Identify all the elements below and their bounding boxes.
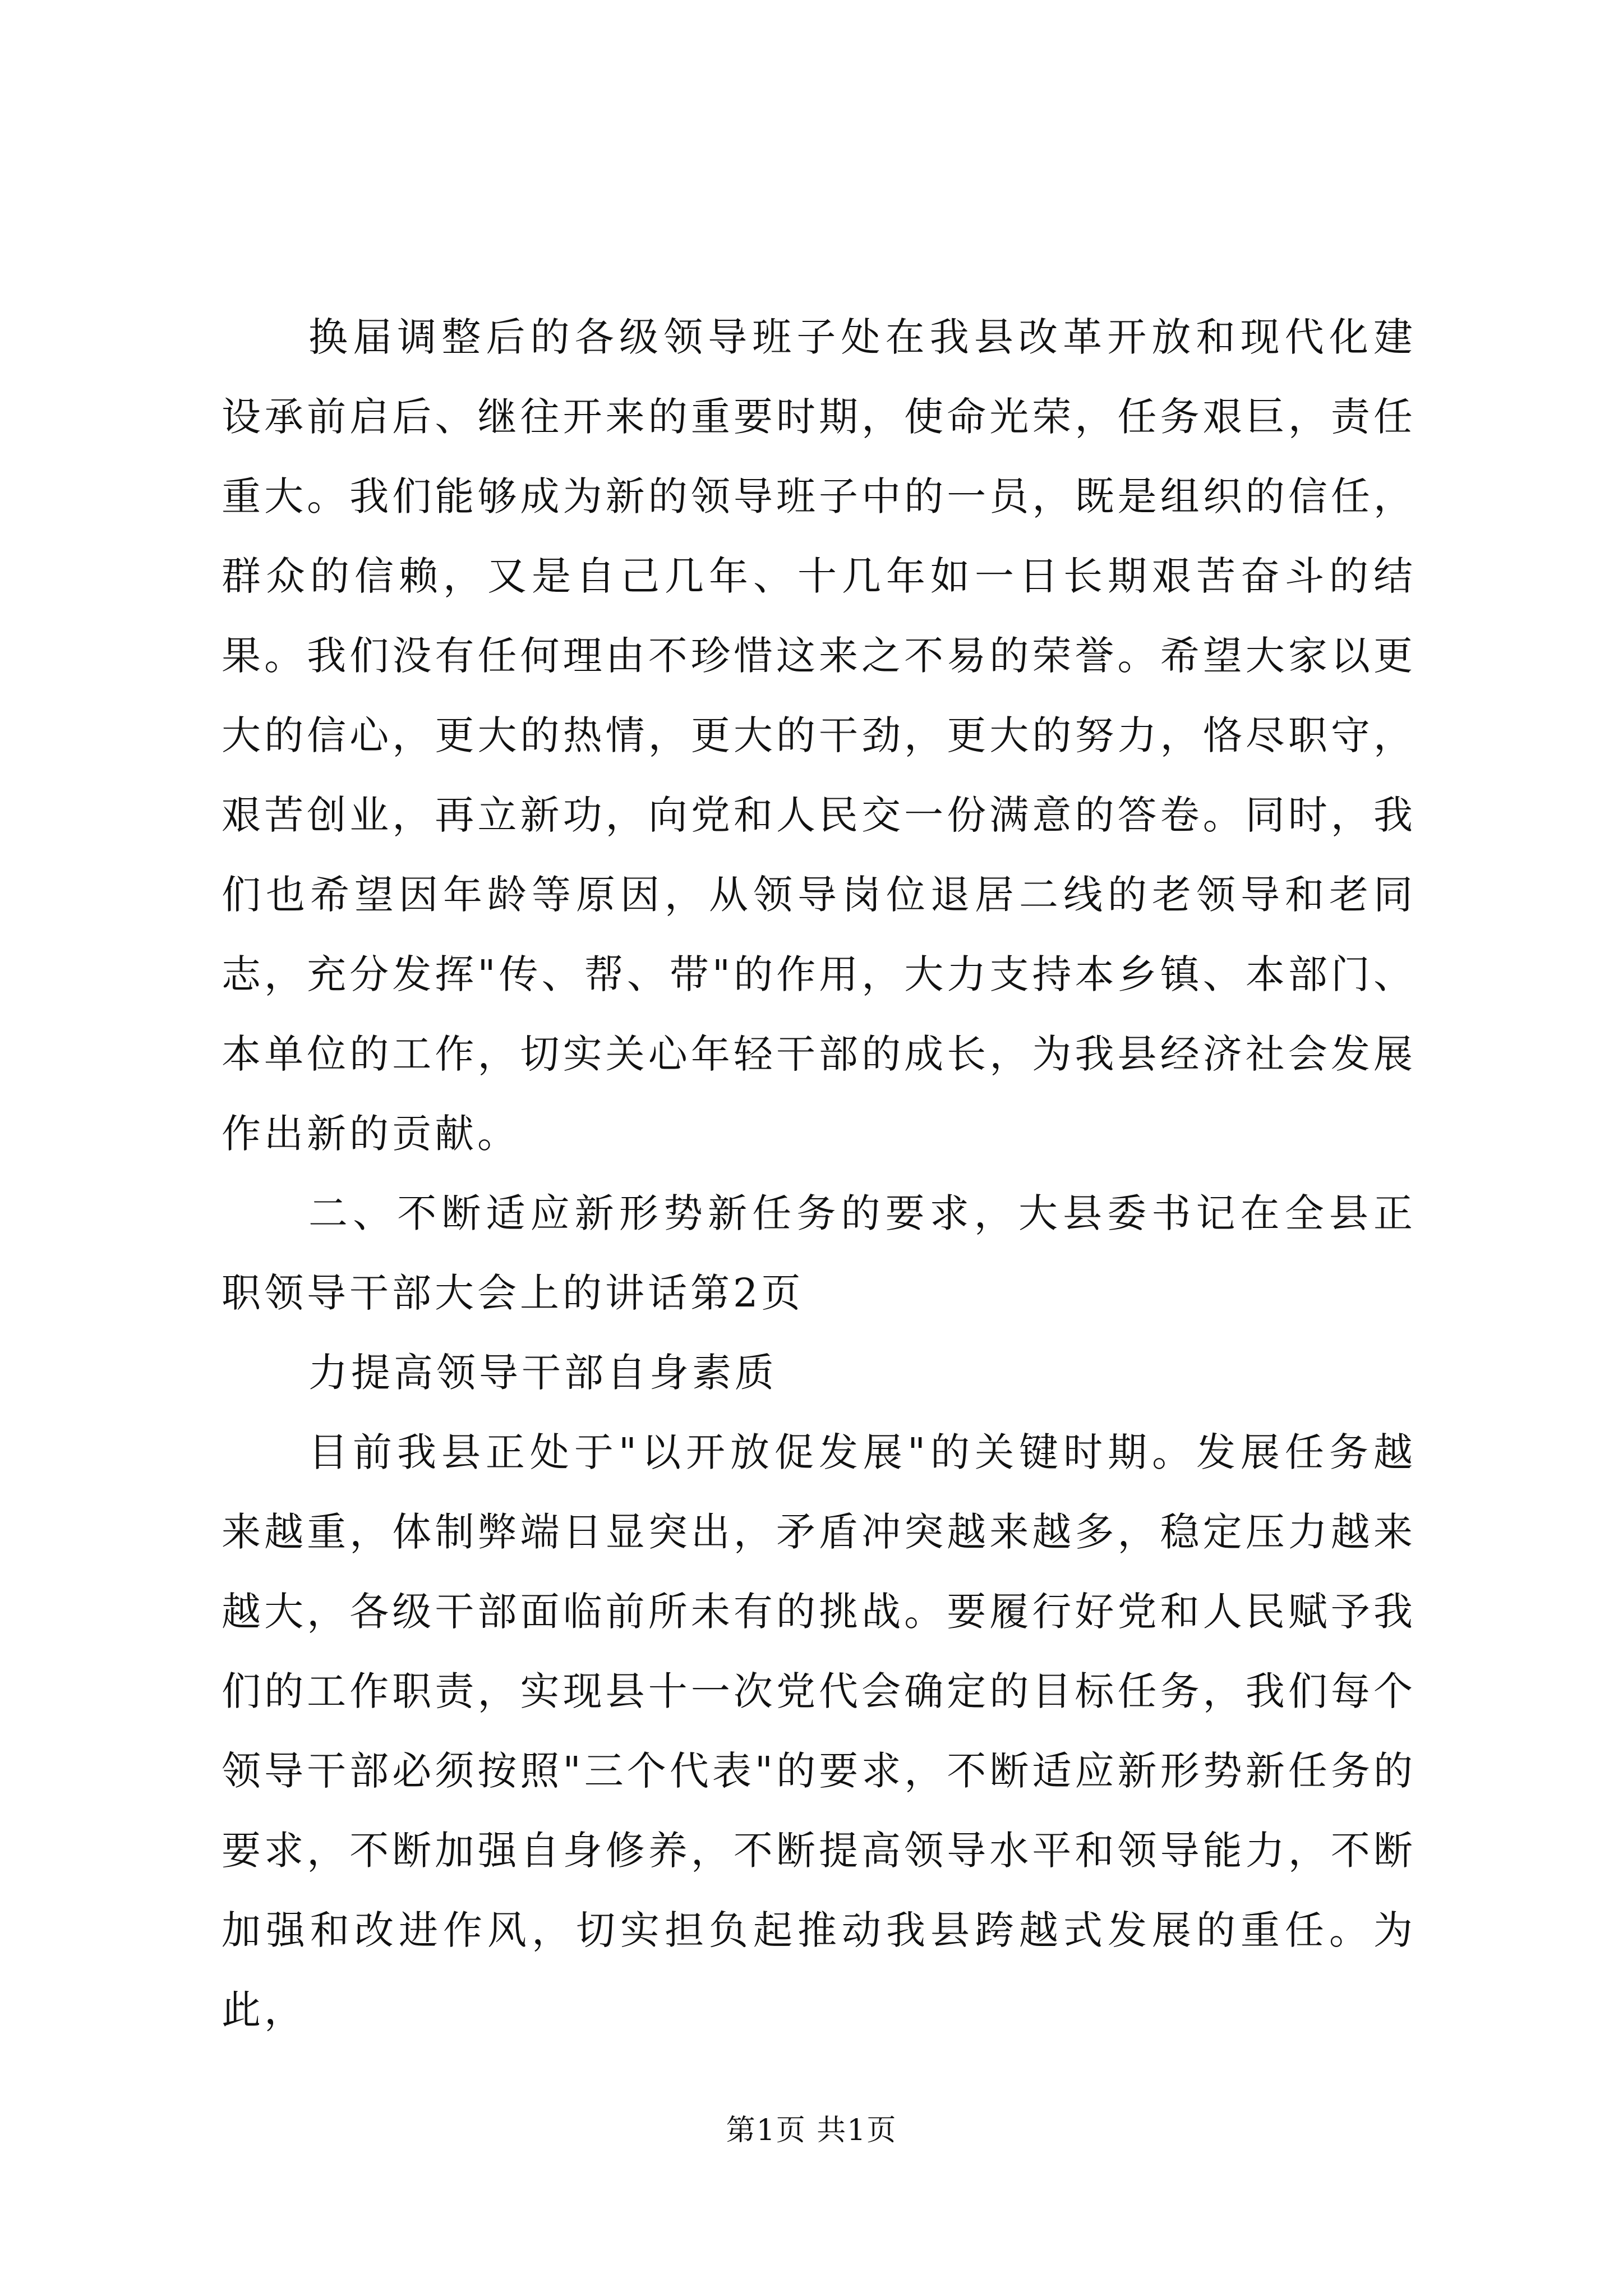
paragraph-1: 换届调整后的各级领导班子处在我县改革开放和现代化建设承前启后、继往开来的重要时期，使命光荣，任务艰巨，责任重大。我们能够成为新的领导班子中的一员，既是组织的信任，群众的信赖，又是自己几年、十几年如一日长期艰苦奋斗的结果。我们没有任何理由不珍惜这来之不易的荣誉。希望大家以更大的信心，更大的热情，更大的干劲，更大的努力，恪尽职守，艰苦创业，再立新功，向党和人民交一份满意的答卷。同时，我们也希望因年龄等原因，从领导岗位退居二线的老领导和老同志，充分发挥"传、帮、带"的作用，大力支持本乡镇、本部门、本单位的工作，切实关心年轻干部的成长，为我县经济社会发展作出新的贡献。 [222, 314, 1416, 1157]
page-footer: 第1页 共1页 [726, 2114, 897, 2147]
paragraph-2: 目前我县正处于"以开放促发展"的关键时期。发展任务越来越重，体制弊端日显突出，矛盾冲突越来越多，稳定压力越来越大，各级干部面临前所未有的挑战。要履行好党和人民赋予我们的工作职责，实现县十一次党代会确定的目标任务，我们每个领导干部必须按照"三个代表"的要求，不断适应新形势新任务的要求，不断加强自身修养，不断提高领导水平和领导能力，不断加强和改进作风，切实担负起推动我县跨越式发展的重任。为此， [222, 1429, 1416, 2033]
document-body [222, 297, 1416, 2050]
section-heading-2-continued: 力提高领导干部自身素质 [308, 1350, 777, 1396]
section-heading-2: 二、不断适应新形势新任务的要求，大县委书记在全县正职领导干部大会上的讲话第2页 [222, 1190, 1416, 1316]
